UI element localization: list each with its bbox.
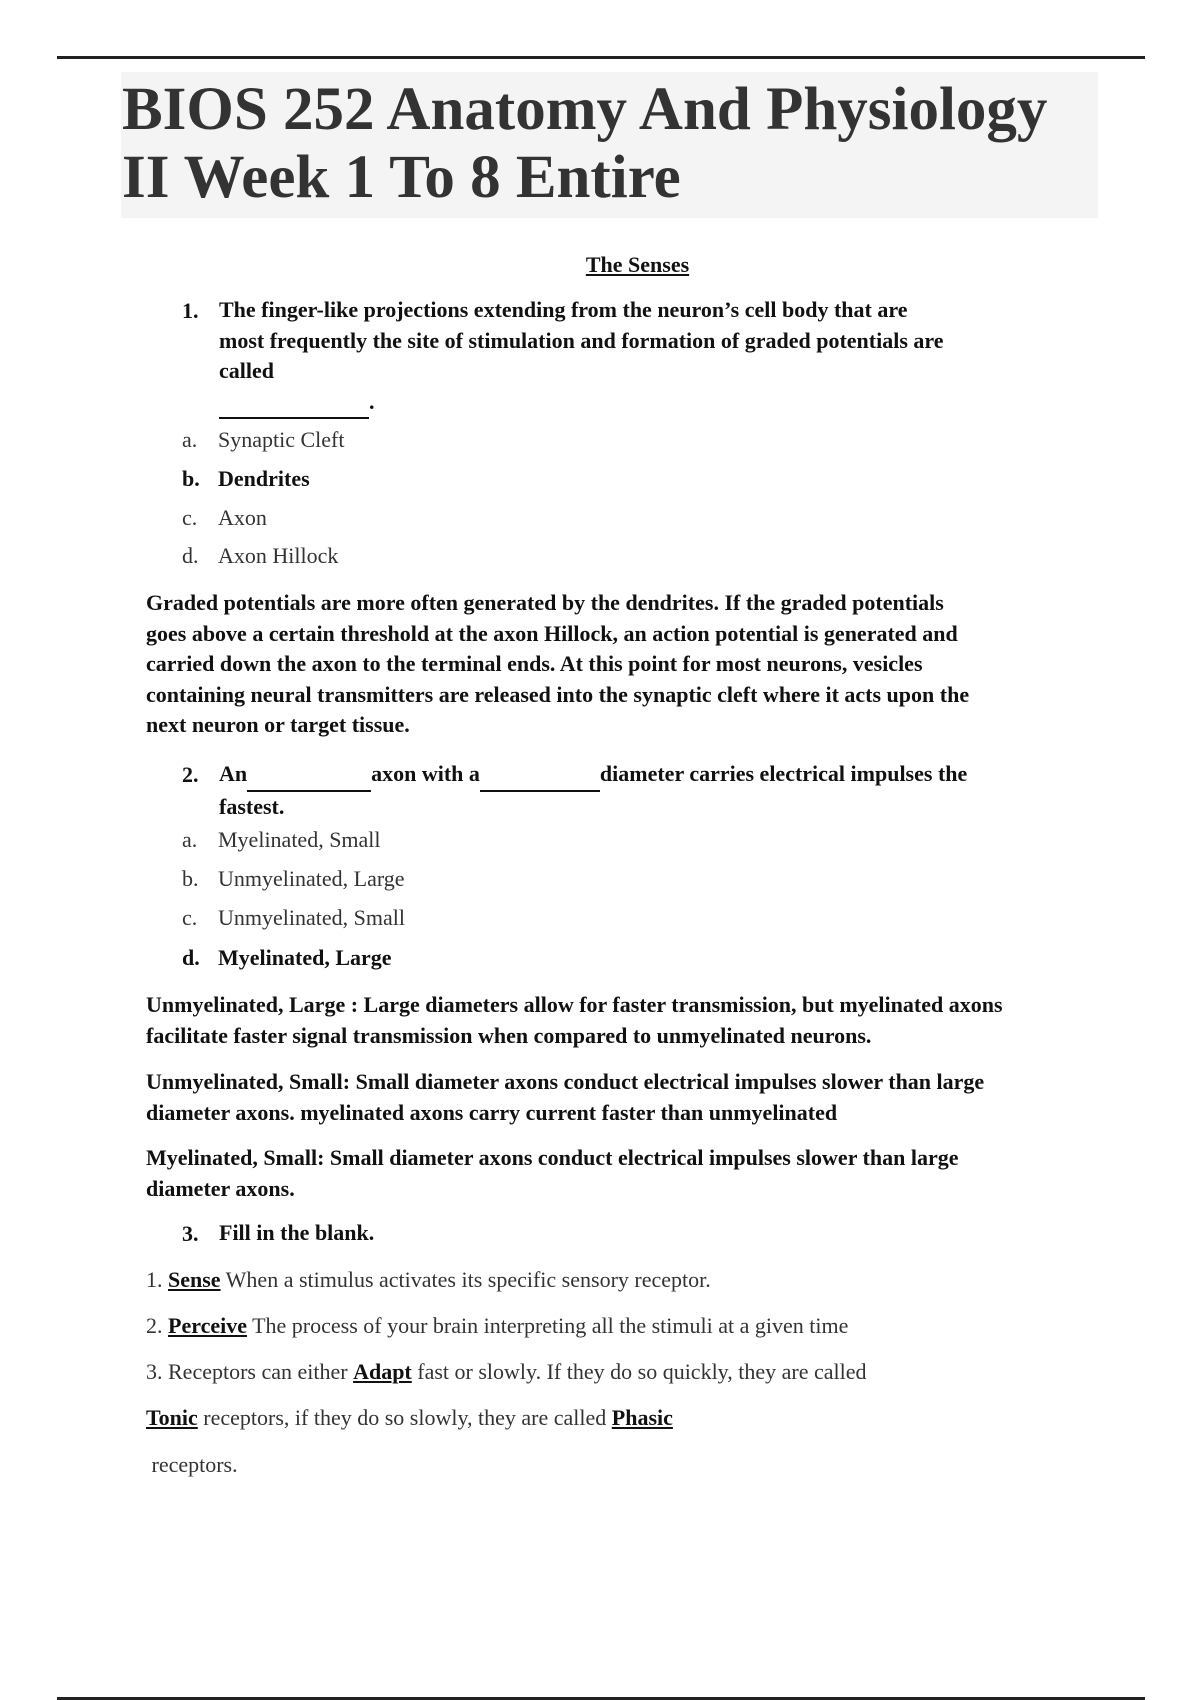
question-2-explanation-3: Myelinated, Small: Small diameter axons conduct electrical impulses slower than large diameter axons. (146, 1145, 959, 1201)
fill-item-2: 2. Perceive The process of your brain interpreting all the stimuli at a given time (146, 1313, 849, 1338)
fill-item-1: 1. Sense When a stimulus activates its specific sensory receptor. (146, 1267, 711, 1292)
question-2-explanation-1: Unmyelinated, Large : Large diameters allow for faster transmission, but myelinated axons facilitate faster signal transmission when compared to unmyelinated neurons. (146, 992, 1003, 1048)
document-title: BIOS 252 Anatomy And Physiology II Week 1 To 8 Entire (122, 76, 1048, 211)
answer-blank-1 (247, 759, 371, 792)
answer-blank-2 (480, 759, 600, 792)
top-divider (57, 56, 1145, 59)
question-1-option-c[interactable]: c. Axon (182, 505, 267, 530)
answer-perceive: Perceive (168, 1313, 247, 1338)
answer-tonic: Tonic (146, 1405, 198, 1430)
question-2-number: 2. (182, 762, 199, 787)
fill-item-3-continued: Tonic receptors, if they do so slowly, they are called Phasic (146, 1405, 673, 1430)
section-heading: The Senses (585, 252, 690, 277)
question-2-option-b[interactable]: b. Unmyelinated, Large (182, 866, 405, 891)
question-3-text: Fill in the blank. (219, 1220, 375, 1245)
question-1-blank-line: . (219, 387, 1079, 420)
answer-sense: Sense (168, 1267, 221, 1292)
answer-blank (219, 387, 369, 420)
question-1-line: most frequently the site of stimulation and formation of graded potentials are (219, 327, 944, 353)
question-1-line: called (219, 358, 274, 383)
question-1-number: 1. (182, 298, 199, 323)
question-1-text (219, 295, 1079, 419)
question-2-option-c[interactable]: c. Unmyelinated, Small (182, 905, 405, 930)
question-2-explanation-2: Unmyelinated, Small: Small diameter axons conduct electrical impulses slower than large diameter axons. myelinated axons carry current faster than unmyelinated (146, 1069, 985, 1125)
question-1-option-d[interactable]: d. Axon Hillock (182, 543, 339, 568)
question-2-text: An axon with a diameter carries electrical impulses the fastest. (219, 761, 968, 819)
question-1-explanation: Graded potentials are more often generated by the dendrites. If the graded potentials goes above a certain threshold at the axon Hillock, an action potential is generated and carried down the axon to the terminal ends. At this point for most neurons, vesicles containing neural transmitters are released into the synaptic cleft where it acts upon the next neuron or target tissue. (146, 590, 970, 737)
question-3-number: 3. (182, 1221, 199, 1246)
answer-phasic: Phasic (611, 1405, 673, 1430)
question-1-option-b-correct[interactable]: b. Dendrites (182, 466, 310, 491)
question-2-option-d-correct[interactable]: d. Myelinated, Large (182, 945, 392, 970)
question-1-line: The finger-like projections extending from the neuron’s cell body that are (219, 297, 908, 322)
question-1-option-a[interactable]: a. Synaptic Cleft (182, 427, 345, 452)
answer-adapt: Adapt (353, 1359, 412, 1384)
fill-item-3: 3. Receptors can either Adapt fast or slowly. If they do so quickly, they are called (146, 1359, 867, 1384)
fill-item-3-end: receptors. (146, 1452, 238, 1477)
question-2-option-a[interactable]: a. Myelinated, Small (182, 827, 381, 852)
